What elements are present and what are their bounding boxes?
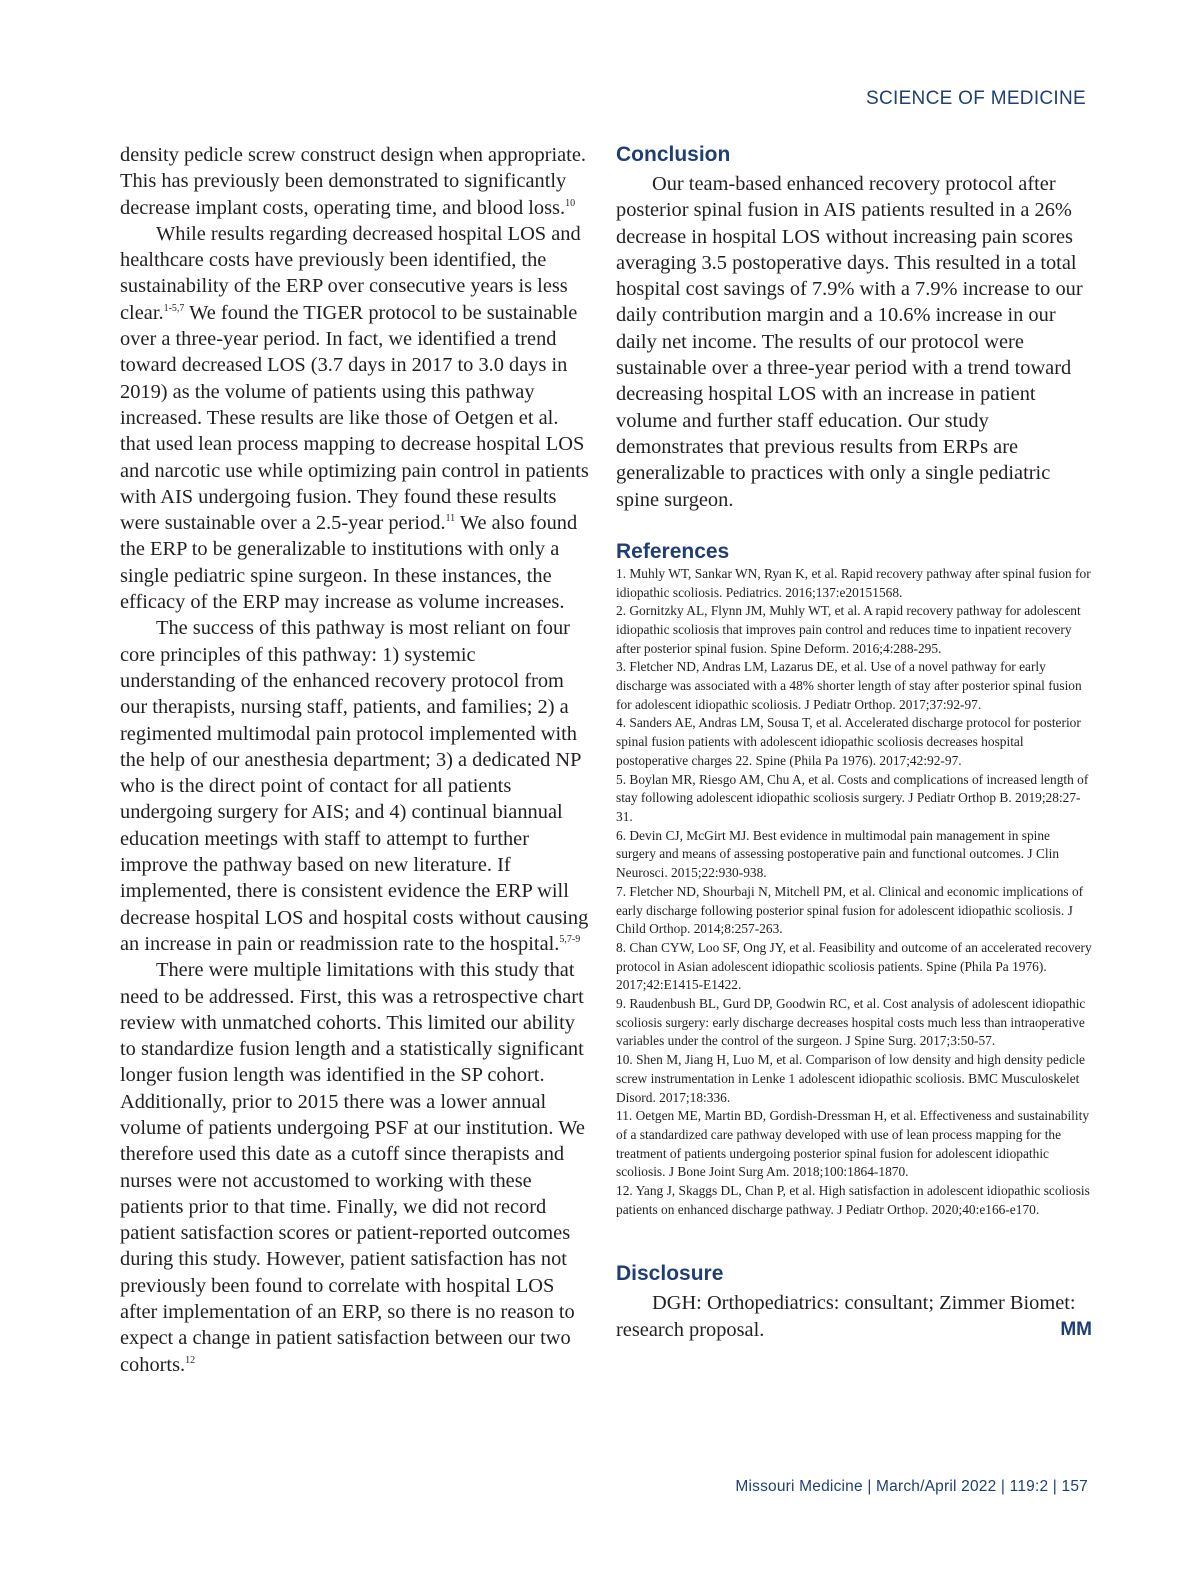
reference-item: 8. Chan CYW, Loo SF, Ong JY, et al. Feasibility and outcome of an accelerated recovery protocol in Asian adolescent idiopathic scoliosis patients. Spine (Phila Pa 1976). 2017;42:E1415-E1422. [616,939,1092,993]
page-footer: Missouri Medicine | March/April 2022 | 119:2 | 157 [735,1478,1088,1495]
paragraph-1: density pedicle screw construct design when appropriate. This has previously been demonstrated to significantly decrease implant costs, operating time, and blood loss.$^{10}$ [120,144,586,219]
paragraph-4: There were multiple limitations with this study that need to be addressed. First, this was a retrospective chart review with unmatched cohorts. This limited our ability to standardize fusion length and a statistically significant longer fusion length was identified in the SP cohort. Additionally, prior to 2015 there was a lower annual volume of patients undergoing PSF at our institution. We therefore used this date as a cutoff since therapists and nurses were not accustomed to working with these patients prior to that time. Finally, we did not record patient satisfaction scores or patient-reported outcomes during this study. However, patient satisfaction has not previously been found to correlate with hospital LOS after implementation of an ERP, so there is no reason to expect a change in patient satisfaction between our two cohorts.$^{12}$ [120,959,585,1376]
citation: 5,7-9 [559,933,581,945]
reference-item: 11. Oetgen ME, Martin BD, Gordish-Dressman H, et al. Effectiveness and sustainability of a standardized care pathway developed with use of lean process mapping for the treatment of patients undergoing posterior spinal fusion for adolescent idiopathic scoliosis. J Bone Joint Surg Am. 2018;100:1864-1870. [616,1108,1090,1180]
paragraph-2: While results regarding decreased hospital LOS and healthcare costs have previously been identified, the sustainability of the ERP over consecutive years is less clear.$^{1-5,7}$ We found the TIGER protocol to be sustainable over a three-year period. In fact, we identified a trend toward decreased LOS (3.7 days in 2017 to 3.0 days in 2019) as the volume of patients using this pathway increased. These results are like those of Oetgen et al. that used lean process mapping to decrease hospital LOS and narcotic use while optimizing pain control in patients with AIS undergoing fusion. They found these results were sustainable over a 2.5-year period.$^{11}$ We also found the ERP to be generalizable to institutions with only a single pediatric spine surgeon. In these instances, the efficacy of the ERP may increase as volume increases. [120,222,589,614]
right-column [616,142,1092,1343]
disclosure-heading: Disclosure [616,1262,724,1286]
end-mark-logo: MM [1060,1318,1092,1340]
paragraph-3: The success of this pathway is most reliant on four core principles of this pathway: 1) systemic understanding of the enhanced recovery protocol from our therapists, nursing staff, patients, and families; 2) a regimented multimodal pain protocol implemented with the help of our anesthesia department; 3) a dedicated NP who is the direct point of contact for all patients undergoing surgery for AIS; and 4) continual biannual education meetings with staff to attempt to further improve the pathway based on new literature. If implemented, there is consistent evidence the ERP will decrease hospital LOS and hospital costs without causing an increase in pain or readmission rate to the hospital.$^{5,7-9}$ [120,617,589,955]
reference-item: 5. Boylan MR, Riesgo AM, Chu A, et al. Costs and complications of increased length of stay following adolescent idiopathic scoliosis surgery. J Pediatr Orthop B. 2019;28:27-31. [616,771,1089,824]
citation: 1-5,7 [163,302,185,314]
left-column [120,142,592,1378]
reference-item: 1. Muhly WT, Sankar WN, Ryan K, et al. Rapid recovery pathway after spinal fusion for idiopathic scoliosis. Pediatrics. 2016;137:e20151568. [616,565,1091,600]
reference-item: 4. Sanders AE, Andras LM, Sousa T, et al. Accelerated discharge protocol for posterior spinal fusion patients with adolescent idiopathic scoliosis decreases hospital postoperative charges 22. Spine (Phila Pa 1976). 2017;42:92-97. [616,715,1081,768]
conclusion-heading: Conclusion [616,143,731,166]
citation: 11 [445,513,456,525]
reference-item: 6. Devin CJ, McGirt MJ. Best evidence in multimodal pain management in spine surgery and means of assessing postoperative pain and functional outcomes. J Clin Neurosci. 2015;22:930-938. [616,827,1060,881]
references-list [616,565,1092,1220]
reference-item: 2. Gornitzky AL, Flynn JM, Muhly WT, et al. A rapid recovery pathway for adolescent idiopathic scoliosis that improves pain control and reduces time to inpatient recovery after posterior spinal fusion. Spine Deform. 2016;4:288-295. [616,603,1081,656]
citation: 12 [185,1354,196,1366]
reference-item: 3. Fletcher ND, Andras LM, Lazarus DE, et al. Use of a novel pathway for early discharge was associated with a 48% shorter length of stay after posterior spinal fusion for adolescent idiopathic scoliosis. J Pediatr Orthop. 2017;37:92-97. [616,659,1082,712]
reference-item: 9. Raudenbush BL, Gurd DP, Goodwin RC, et al. Cost analysis of adolescent idiopathic scoliosis surgery: early discharge decreases hospital costs much less than intraoperative variables under the control of the surgeon. J Spine Surg. 2017;3:50-57. [616,996,1086,1049]
disclosure-text: DGH: Orthopediatrics: consultant; Zimmer Biomet: research proposal. MM [616,1292,1092,1341]
conclusion-text: Our team-based enhanced recovery protocol after posterior spinal fusion in AIS patients resulted in a 26% decrease in hospital LOS without increasing pain scores averaging 3.5 postoperative days. This resulted in a total hospital cost savings of 7.9% with a 7.9% increase to our daily contribution margin and a 10.6% increase in our daily net income. The results of our protocol were sustainable over a three-year period with a trend toward decreasing hospital LOS with an increase in patient volume and further staff education. Our study demonstrates that previous results from ERPs are generalizable to practices with only a single pediatric spine surgeon. [616,173,1083,511]
citation: 10 [565,197,576,209]
reference-item: 7. Fletcher ND, Shourbaji N, Mitchell PM, et al. Clinical and economic implications of early discharge following posterior spinal fusion for adolescent idiopathic scoliosis. J Child Orthop. 2014;8:257-263. [616,883,1084,937]
references-heading: References [616,539,730,563]
section-label: SCIENCE OF MEDICINE [866,88,1086,109]
reference-item: 12. Yang J, Skaggs DL, Chan P, et al. High satisfaction in adolescent idiopathic scoliosis patients on enhanced discharge pathway. J Pediatr Orthop. 2020;40:e166-e170. [616,1183,1090,1217]
reference-item: 10. Shen M, Jiang H, Luo M, et al. Comparison of low density and high density pedicle screw instrumentation in Lenke 1 adolescent idiopathic scoliosis. BMC Musculoskelet Disord. 2017;18:336. [616,1052,1085,1105]
